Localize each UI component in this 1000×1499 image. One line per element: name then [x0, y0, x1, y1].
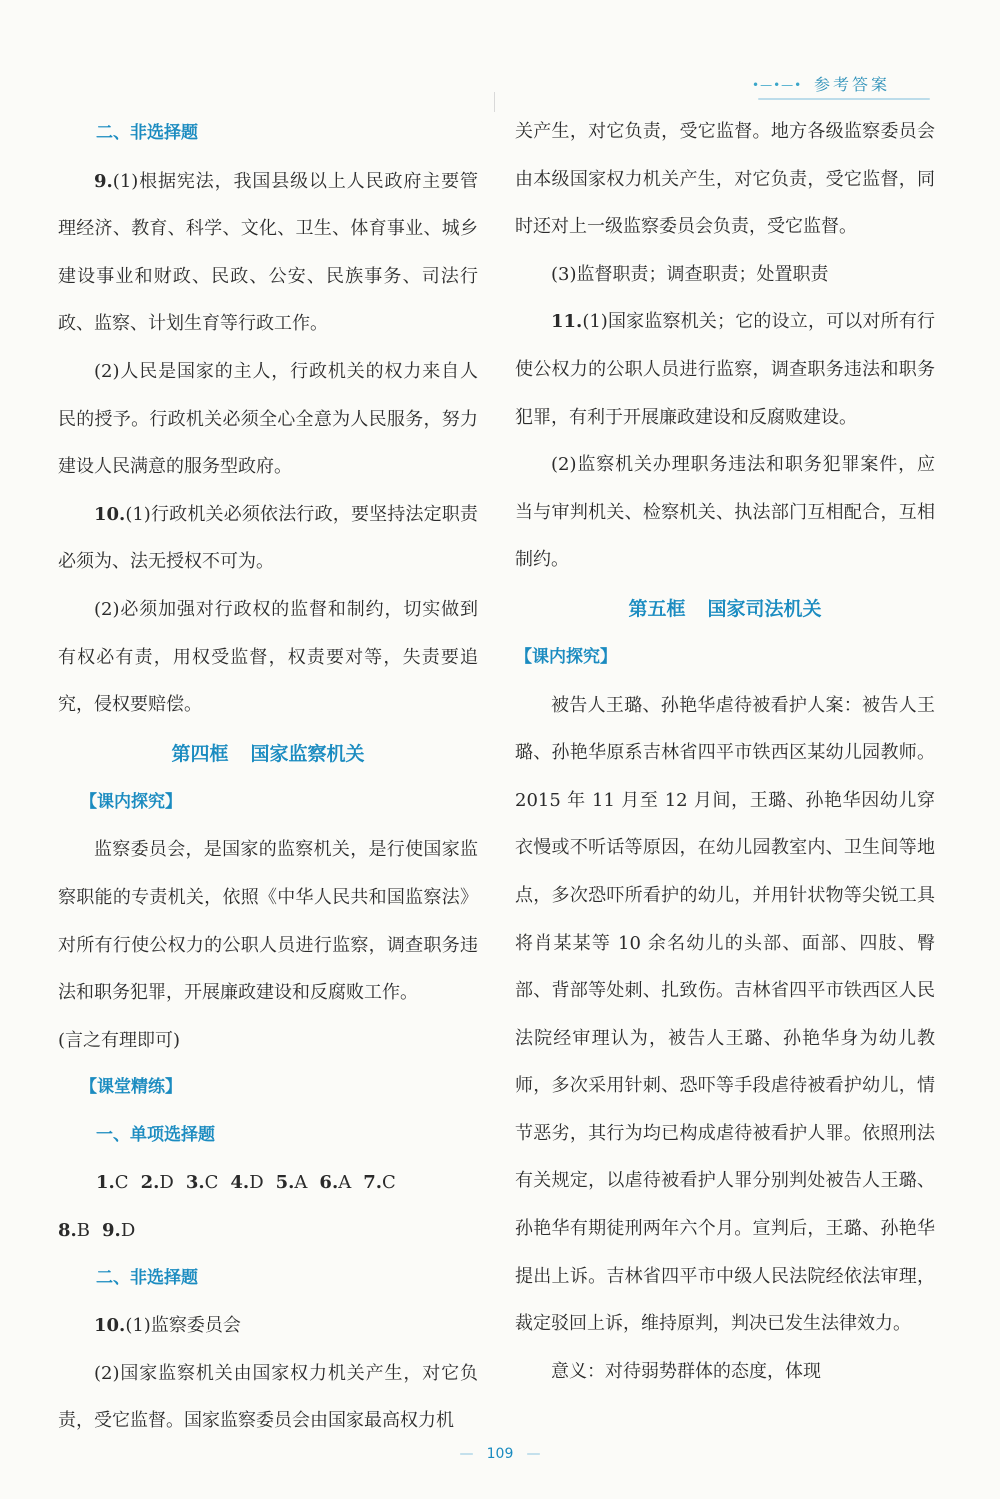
answer-item: 3.C [185, 1172, 219, 1194]
answer-item: 7.C [363, 1172, 396, 1194]
q9-part2: (2)人民是国家的主人，行政机关的权力来自人民的授予。行政机关必须全心全意为人民服务，努力建设人民满意的服务型政府。 [58, 360, 478, 478]
left-column [58, 110, 478, 1445]
answer-key-header [752, 74, 930, 100]
bracket-heading-inquiry: 【课内探究】 [80, 791, 182, 812]
header-dots-decoration: •—•—• [752, 78, 803, 92]
lesson-title-judicial: 第五框 国家司法机关 [628, 597, 822, 620]
header-label: 参考答案 [814, 75, 891, 94]
column-divider [494, 92, 495, 112]
answer-item: 9.D [102, 1220, 136, 1242]
case-significance: 意义：对待弱势群体的态度，体现 [551, 1360, 821, 1382]
answer-item: 2.D [140, 1172, 174, 1194]
section-heading-single-choice: 一、单项选择题 [96, 1124, 215, 1145]
q9-part1: 9.(1)根据宪法，我国县级以上人民政府主要管理经济、教育、科学、文化、卫生、体育事业、城乡建设事业和财政、民政、公安、民族事务、司法行政、监察、计划生育等行政工作。 [58, 170, 478, 335]
q10-part2: (2)必须加强对行政权的监督和制约，切实做到有权必有责，用权受监督，权责要对等，失责要追究，侵权要赔偿。 [58, 598, 478, 716]
q10b-part3: (3)监督职责；调查职责；处置职责 [551, 263, 829, 285]
inquiry-note: (言之有理即可) [58, 1029, 181, 1051]
bracket-heading-practice: 【课堂精练】 [80, 1077, 182, 1098]
right-column [515, 108, 935, 1395]
q10b-part2: (2)国家监察机关由国家权力机关产生，对它负责，受它监督。国家监察委员会由国家最高权力机 [58, 1362, 478, 1432]
page-footer [0, 1443, 1000, 1462]
inquiry-answer: 监察委员会，是国家的监察机关，是行使国家监察职能的专责机关，依照《中华人民共和国监察法》对所有行使公权力的公职人员进行监察，调查职务违法和职务犯罪，开展廉政建设和反腐败工作。 [58, 839, 478, 1004]
answer-row-1 [58, 1159, 478, 1207]
answer-item: 5.A [275, 1172, 308, 1194]
footer-dash-right: — [526, 1446, 541, 1462]
footer-dash-left: — [459, 1446, 474, 1462]
case-description: 被告人王璐、孙艳华虐待被看护人案：被告人王璐、孙艳华原系吉林省四平市铁西区某幼儿园教师。2015 年 11 月至 12 月间，王璐、孙艳华因幼儿穿衣慢或不听话等原因，在幼儿园教室内、卫生间等地点，多次恐吓所看护的幼儿，并用针状物等尖锐工具将肖某某等 10 余名幼儿的头部、面部、四肢、臀部、背部等处刺、扎致伤。吉林省四平市铁西区人民法院经审理认为，被告人王璐、孙艳华身为幼儿教师，多次采用针刺、恐吓等手段虐待被看护幼儿，情节恶劣，其行为均已构成虐待被看护人罪。依照刑法有关规定，以虐待被看护人罪分别判处被告人王璐、孙艳华有期徒刑两年六个月。宣判后，王璐、孙艳华提出上诉。吉林省四平市中级人民法院经依法审理，裁定驳回上诉，维持原判，判决已发生法律效力。 [515, 694, 935, 1335]
bracket-heading-inquiry-2: 【课内探究】 [515, 646, 617, 667]
section-heading-nonchoice-2: 二、非选择题 [96, 1267, 198, 1288]
answer-item: 8.B [58, 1220, 91, 1242]
q11-part1: 11.(1)国家监察机关；它的设立，可以对所有行使公权力的公职人员进行监察，调查职务违法和职务犯罪，有利于开展廉政建设和反腐败建设。 [515, 311, 935, 428]
q10b-part1: 10.(1)监察委员会 [94, 1315, 241, 1337]
answer-row-2 [58, 1207, 478, 1255]
q10-part1: 10.(1)行政机关必须依法行政，要坚持法定职责必须为、法无授权不可为。 [58, 503, 478, 573]
section-heading-nonchoice: 二、非选择题 [96, 123, 198, 143]
q11-part2: (2)监察机关办理职务违法和职务犯罪案件，应当与审判机关、检察机关、执法部门互相配合，互相制约。 [515, 454, 935, 571]
q10b-continuation: 关产生，对它负责，受它监督。地方各级监察委员会由本级国家权力机关产生，对它负责，受它监督，同时还对上一级监察委员会负责，受它监督。 [515, 121, 935, 238]
answer-item: 4.D [230, 1172, 264, 1194]
page-number: 109 [486, 1446, 514, 1462]
answer-item: 1.C [96, 1172, 129, 1194]
answer-item: 6.A [319, 1172, 352, 1194]
lesson-title-supervision: 第四框 国家监察机关 [171, 742, 365, 765]
header-underline [758, 98, 930, 100]
